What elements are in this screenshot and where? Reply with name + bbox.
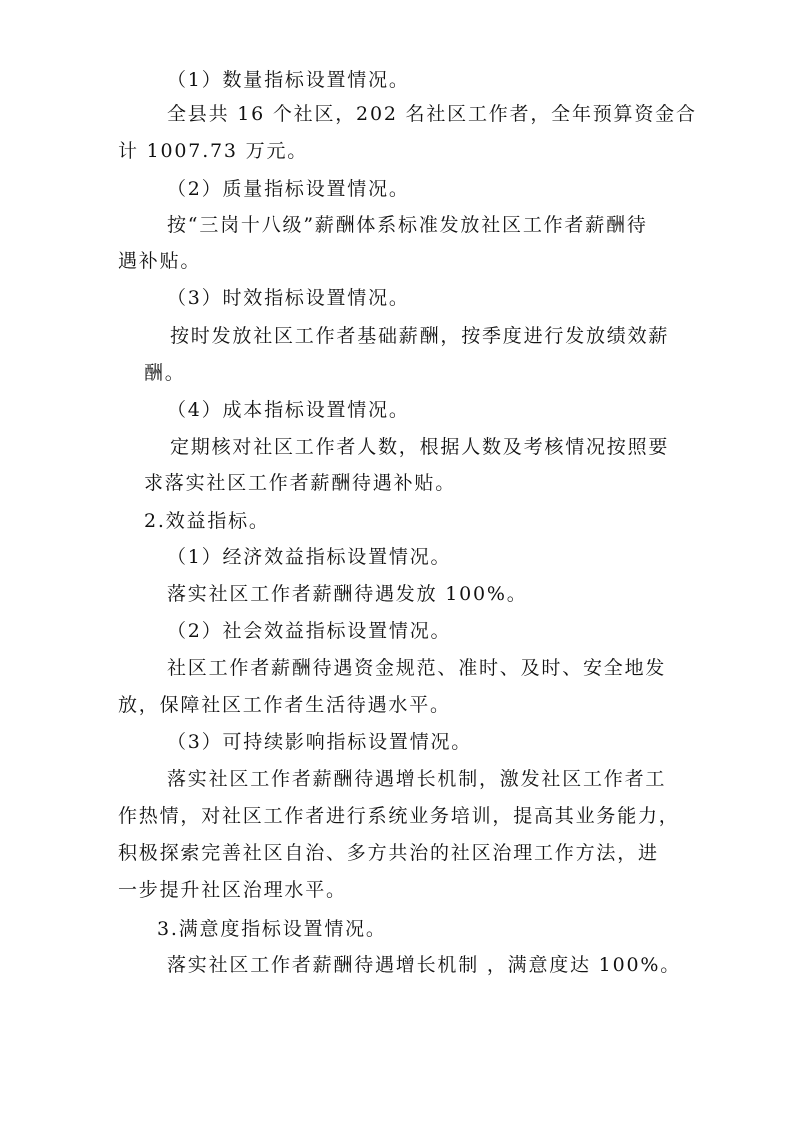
paragraph-line: 社区工作者薪酬待遇资金规范、准时、及时、安全地发	[167, 657, 667, 679]
paragraph-line: 积极探索完善社区自治、多方共治的社区治理工作方法，进	[118, 842, 659, 864]
subheading-timeliness: （3）时效指标设置情况。	[167, 287, 410, 309]
paragraph-line: 按“三岗十八级”薪酬体系标准发放社区工作者薪酬待	[167, 214, 648, 236]
paragraph-line: 放，保障社区工作者生活待遇水平。	[118, 694, 451, 716]
paragraph-line: 酬。	[144, 362, 186, 384]
subheading-quality: （2）质量指标设置情况。	[167, 178, 410, 200]
subheading-economic: （1）经济效益指标设置情况。	[167, 546, 452, 568]
paragraph-line: 落实社区工作者薪酬待遇增长机制，激发社区工作者工	[167, 768, 667, 790]
subheading-quantity: （1）数量指标设置情况。	[167, 69, 410, 91]
section-heading-satisfaction: 3.满意度指标设置情况。	[157, 918, 387, 940]
paragraph-line: 一步提升社区治理水平。	[118, 879, 347, 901]
section-heading-benefit: 2.效益指标。	[144, 510, 270, 532]
paragraph-line: 按时发放社区工作者基础薪酬，按季度进行发放绩效薪	[170, 325, 670, 347]
paragraph-line: 落实社区工作者薪酬待遇发放 100%。	[167, 583, 528, 605]
paragraph-line: 落实社区工作者薪酬待遇增长机制 ，满意度达 100%。	[167, 954, 681, 976]
paragraph-line: 求落实社区工作者薪酬待遇补贴。	[144, 472, 457, 494]
paragraph-line: 定期核对社区工作者人数，根据人数及考核情况按照要	[170, 436, 670, 458]
subheading-social: （2）社会效益指标设置情况。	[167, 620, 452, 642]
subheading-sustainable: （3）可持续影响指标设置情况。	[167, 731, 473, 753]
paragraph-line: 全县共 16 个社区，202 名社区工作者，全年预算资金合	[167, 103, 697, 125]
paragraph-line: 遇补贴。	[118, 250, 202, 272]
paragraph-line: 计 1007.73 万元。	[118, 140, 309, 162]
subheading-cost: （4）成本指标设置情况。	[167, 399, 410, 421]
paragraph-line: 作热情，对社区工作者进行系统业务培训，提高其业务能力，	[118, 805, 680, 827]
